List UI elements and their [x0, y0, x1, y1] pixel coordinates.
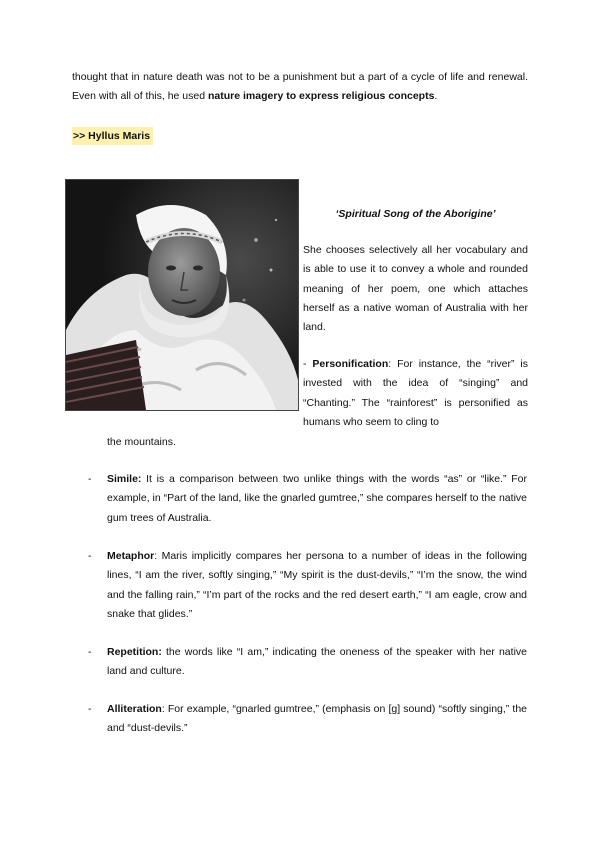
- metaphor-text: : Maris implicitly compares her persona to a number of ideas in the following lines, “I am the river, softly singing,” “My spirit is the dust-devils,” “I’m the snow, the wind and the falling rain,” “I’m part of the rocks and the red desert earth,” “I am eagle, crow and snake that glides.”: [107, 550, 527, 620]
- bullet-dash: -: [88, 550, 92, 562]
- bullet-dash: -: [88, 703, 92, 715]
- intro-bold-text: nature imagery to express religious concepts: [208, 90, 435, 103]
- metaphor-item: [107, 547, 527, 624]
- intro-paragraph: [72, 68, 528, 107]
- personification-item: [303, 355, 528, 432]
- repetition-label: Repetition:: [107, 646, 162, 658]
- repetition-item: [107, 643, 527, 682]
- personification-dash: -: [303, 358, 313, 370]
- bullet-dash: -: [88, 646, 92, 658]
- bullet-dash: -: [88, 473, 92, 485]
- personification-label: Personification: [312, 358, 389, 370]
- intro-text: thought that in nature death was not to be a punishment but a part of a cycle of life and renewal. Even with all of this, he used: [72, 71, 528, 103]
- simile-label: Simile:: [107, 473, 142, 485]
- portrait-photo-icon: [66, 180, 298, 410]
- alliteration-label: Alliteration: [107, 703, 162, 715]
- personification-text: For instance, the “river” is invested with the idea of “singing” and “Chanting.” The “rainforest” is personified as humans who seem to cling to: [303, 358, 528, 428]
- repetition-text: the words like “I am,” indicating the oneness of the speaker with her native land and culture.: [107, 646, 527, 678]
- poem-title: ‘Spiritual Song of the Aborigine’: [335, 208, 496, 220]
- description-paragraph: She chooses selectively all her vocabulary and is able to use it to convey a whole and rounded meaning of her poem, one which attaches herself as a native woman of Australia with her land.: [303, 244, 528, 334]
- portrait-photo: [65, 179, 299, 411]
- simile-text: It is a comparison between two unlike things with the words “as” or “like.” For example, in “Part of the land, like the gnarled gumtree,” she compares herself to the native gum trees of Australia.: [107, 473, 527, 524]
- metaphor-label: Metaphor: [107, 550, 155, 562]
- section-heading: >> Hyllus Maris: [72, 127, 153, 145]
- intro-period: .: [434, 90, 438, 103]
- alliteration-text: : For example, “gnarled gumtree,” (emphasis on [g] sound) “softly singing,” the and “dust-devils.”: [107, 703, 527, 735]
- personification-colon: :: [388, 358, 398, 370]
- alliteration-item: [107, 700, 527, 739]
- simile-item: [107, 470, 527, 528]
- personification-continuation: the mountains.: [107, 436, 176, 448]
